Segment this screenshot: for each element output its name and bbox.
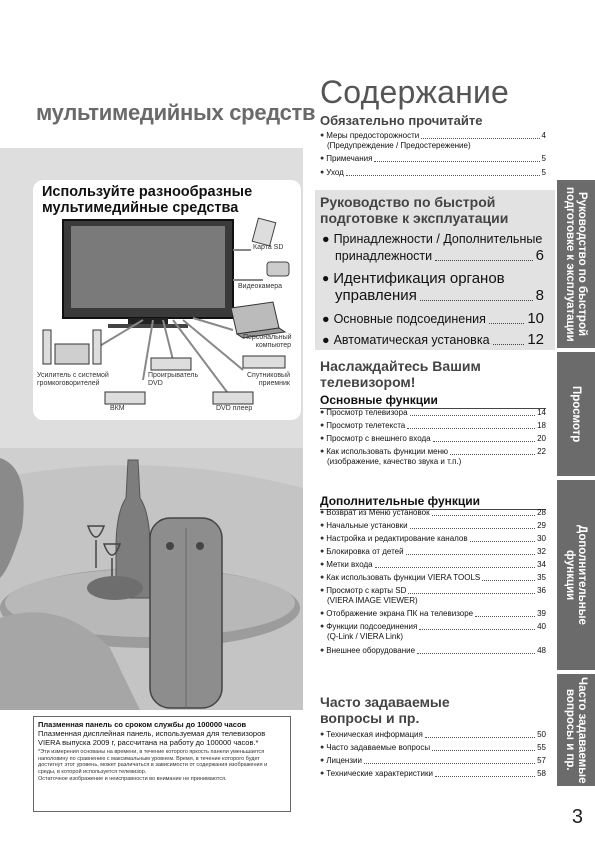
tab-label: Руководство по быстрой подготовке к эксплуатации	[564, 186, 588, 342]
label-dvd-player: DVD плеер	[216, 405, 253, 412]
toc-item-label: Возврат из Меню установок	[326, 508, 430, 517]
bullet-icon: ●	[320, 561, 325, 568]
bullet-icon: ●	[320, 548, 325, 555]
bullet-icon: ●	[320, 522, 325, 529]
bullet-icon: ●	[320, 448, 325, 455]
toc-item[interactable]	[320, 743, 546, 753]
toc-item-label: Лицензии	[326, 756, 362, 765]
toc-item[interactable]	[320, 534, 546, 544]
bullet-icon: ●	[320, 731, 325, 738]
toc-item-label: Просмотр телетекста	[326, 421, 406, 430]
bullet-icon: ●	[320, 132, 325, 139]
basic-features-list	[320, 408, 546, 467]
toc-item[interactable]	[320, 547, 546, 557]
toc-item-label: управления	[335, 287, 417, 304]
toc-item-cont[interactable]	[322, 247, 544, 264]
bullet-icon: ●	[320, 647, 325, 654]
toc-item-label: Функции подсоединения	[326, 622, 418, 631]
toc-item-page: 57	[537, 756, 546, 765]
toc-item-page: 8	[535, 287, 544, 304]
toc-item-label: Идентификация органов	[333, 270, 505, 287]
toc-item-page: 5	[541, 168, 546, 177]
toc-item-label: Принадлежности / Дополнительные	[333, 232, 543, 246]
bullet-icon: ●	[320, 744, 325, 751]
hero-title: мультимедийных средств	[36, 100, 316, 125]
bullet-icon: ●	[320, 623, 325, 630]
toc-item[interactable]	[320, 769, 546, 779]
toc-item-page: 40	[537, 622, 546, 631]
toc-item-page: 14	[537, 408, 546, 417]
toc-item-label: Меры предосторожности	[326, 131, 420, 140]
toc-item-label: Как использовать функции меню	[326, 447, 449, 456]
toc-item-page: 48	[537, 646, 546, 655]
toc-item-page: 30	[537, 534, 546, 543]
toc-item-label: Просмотр телевизора	[326, 408, 408, 417]
note-footnote-2: Остаточное изображение и неисправности во внимание не принимаются.	[38, 776, 227, 783]
tab-viewing[interactable]	[557, 352, 595, 476]
toc-item[interactable]	[320, 154, 546, 164]
toc-item[interactable]	[320, 609, 546, 619]
toc-item-label: Примечания	[326, 154, 373, 163]
toc-item[interactable]	[320, 168, 546, 178]
tab-label: Дополнительные функции	[564, 525, 588, 625]
section-heading-quick-start: Руководство по быстрой подготовке к эксплуатации	[320, 194, 509, 226]
toc-item-label: принадлежности	[335, 249, 433, 263]
toc-item[interactable]	[320, 521, 546, 531]
toc-item-cont[interactable]	[322, 287, 544, 304]
toc-item[interactable]	[320, 586, 546, 596]
toc-item[interactable]	[320, 434, 546, 444]
toc-item[interactable]	[322, 310, 544, 327]
toc-item[interactable]	[320, 560, 546, 570]
toc-item-page: 6	[535, 247, 544, 264]
toc-item[interactable]	[322, 270, 544, 287]
multimedia-title: Используйте разнообразные мультимедийные средства	[42, 184, 253, 216]
label-dvd-recorder: Проигрыватель DVD	[148, 372, 199, 387]
toc-item-page: 5	[541, 154, 546, 163]
toc-item[interactable]	[322, 331, 544, 348]
label-camcorder: Видеокамера	[238, 283, 283, 290]
bullet-icon: ●	[320, 770, 325, 777]
toc-item-page: 22	[537, 447, 546, 456]
toc-item[interactable]	[320, 646, 546, 656]
toc-item-label: Просмотр с внешнего входа	[326, 434, 431, 443]
toc-item-page: 34	[537, 560, 546, 569]
page-number: 3	[571, 806, 583, 828]
bullet-icon: ●	[320, 435, 325, 442]
toc-item-page: 36	[537, 586, 546, 595]
toc-item-label: Настройка и редактирование каналов	[326, 534, 468, 543]
note-title: Плазменная панель со сроком службы до 100000 часов	[38, 720, 247, 729]
bullet-icon: ●	[322, 312, 330, 326]
toc-item[interactable]	[320, 131, 546, 141]
tab-label: Просмотр	[570, 385, 582, 443]
toc-item-page: 35	[537, 573, 546, 582]
plasma-note-box	[33, 716, 291, 812]
faq-list	[320, 730, 546, 779]
toc-item-page: 10	[527, 310, 544, 327]
label-vcr: ВКМ	[110, 405, 125, 412]
subsection-basic-features: Основные функции	[320, 393, 546, 409]
bullet-icon: ●	[322, 333, 330, 347]
toc-item[interactable]	[320, 730, 546, 740]
toc-item-label: Отображение экрана ПК на телевизоре	[326, 609, 474, 618]
toc-item-label: Блокировка от детей	[326, 547, 404, 556]
toc-item-page: 28	[537, 508, 546, 517]
toc-item[interactable]	[320, 573, 546, 583]
bullet-icon: ●	[320, 610, 325, 617]
toc-item-sub: (изображение, качество звука и т.п.)	[327, 457, 462, 466]
toc-item[interactable]	[320, 447, 546, 457]
toc-item-sub: (Предупреждение / Предостережение)	[327, 141, 471, 150]
section-quick-start	[322, 232, 544, 348]
toc-item[interactable]	[320, 408, 546, 418]
tab-quick-start[interactable]	[557, 180, 595, 348]
note-body: Плазменная дисплейная панель, используемая для телевизоров VIERA выпуска 2009 г, рассчитана на работу до 100000 часов.*	[38, 729, 266, 747]
tab-advanced[interactable]	[557, 480, 595, 670]
advanced-features-list	[320, 508, 546, 656]
toc-item-label: Техническая информация	[326, 730, 423, 739]
toc-item-page: 58	[537, 769, 546, 778]
toc-item[interactable]	[322, 232, 544, 247]
page-title: Содержание	[320, 74, 510, 110]
toc-item-page: 55	[537, 743, 546, 752]
section-heading-enjoy-tv: Наслаждайтесь Вашим телевизором!	[320, 358, 481, 390]
toc-item-page: 29	[537, 521, 546, 530]
tab-label: Часто задаваемые вопросы и пр.	[564, 676, 588, 784]
bullet-icon: ●	[320, 509, 325, 516]
toc-item-sub: (VIERA IMAGE VIEWER)	[327, 596, 418, 605]
toc-item-label: Внешнее оборудование	[326, 646, 416, 655]
toc-item-label: Как использовать функции VIERA TOOLS	[326, 573, 481, 582]
toc-item-page: 50	[537, 730, 546, 739]
toc-item[interactable]	[320, 421, 546, 431]
section-heading-faq: Часто задаваемые вопросы и пр.	[320, 694, 450, 726]
toc-item-label: Уход	[326, 168, 344, 177]
label-satellite: Спутниковый приемник	[246, 372, 290, 387]
toc-item[interactable]	[320, 622, 546, 632]
bullet-icon: ●	[320, 587, 325, 594]
toc-item-label: Основные подсоединения	[333, 312, 486, 326]
label-pc: Персональный компьютер	[243, 334, 292, 349]
toc-item-page: 39	[537, 609, 546, 618]
bullet-icon: ●	[320, 169, 325, 176]
label-sd-card: Карта SD	[253, 244, 284, 251]
bullet-icon: ●	[320, 409, 325, 416]
toc-item-label: Просмотр с карты SD	[326, 586, 407, 595]
toc-item-label: Начальные установки	[326, 521, 408, 530]
toc-item-page: 4	[541, 131, 546, 140]
toc-item-page: 20	[537, 434, 546, 443]
section-must-read	[320, 131, 546, 178]
toc-item-label: Автоматическая установка	[333, 333, 490, 347]
bullet-icon: ●	[320, 574, 325, 581]
note-footnote: *Эти измерения основаны на времени, в течение которого яркость панели уменьшается наполовину по сравнению с максимальным уровнем. Время, в течение которого будет достигнут этот уровень, может различаться в зависимости от содержания изображения и среды, в которой используется телевизор.	[38, 749, 268, 775]
label-amplifier: Усилитель с системой громкоговорителей	[37, 372, 109, 387]
toc-item[interactable]	[320, 508, 546, 518]
bullet-icon: ●	[320, 422, 325, 429]
toc-item-label: Часто задаваемые вопросы	[326, 743, 431, 752]
toc-item-label: Технические характеристики	[326, 769, 433, 778]
bullet-icon: ●	[320, 535, 325, 542]
toc-item[interactable]	[320, 756, 546, 766]
section-heading-must-read: Обязательно прочитайте	[320, 113, 483, 128]
bullet-icon: ●	[320, 155, 325, 162]
toc-item-page: 32	[537, 547, 546, 556]
bullet-icon: ●	[322, 232, 330, 246]
bullet-icon: ●	[322, 271, 330, 285]
bullet-icon: ●	[320, 757, 325, 764]
toc-item-label: Метки входа	[326, 560, 373, 569]
toc-item-page: 18	[537, 421, 546, 430]
toc-item-page: 12	[527, 331, 544, 348]
subsection-advanced-features: Дополнительные функции	[320, 494, 546, 510]
toc-item-sub: (Q-Link / VIERA Link)	[327, 632, 404, 641]
tab-faq[interactable]	[557, 674, 595, 786]
